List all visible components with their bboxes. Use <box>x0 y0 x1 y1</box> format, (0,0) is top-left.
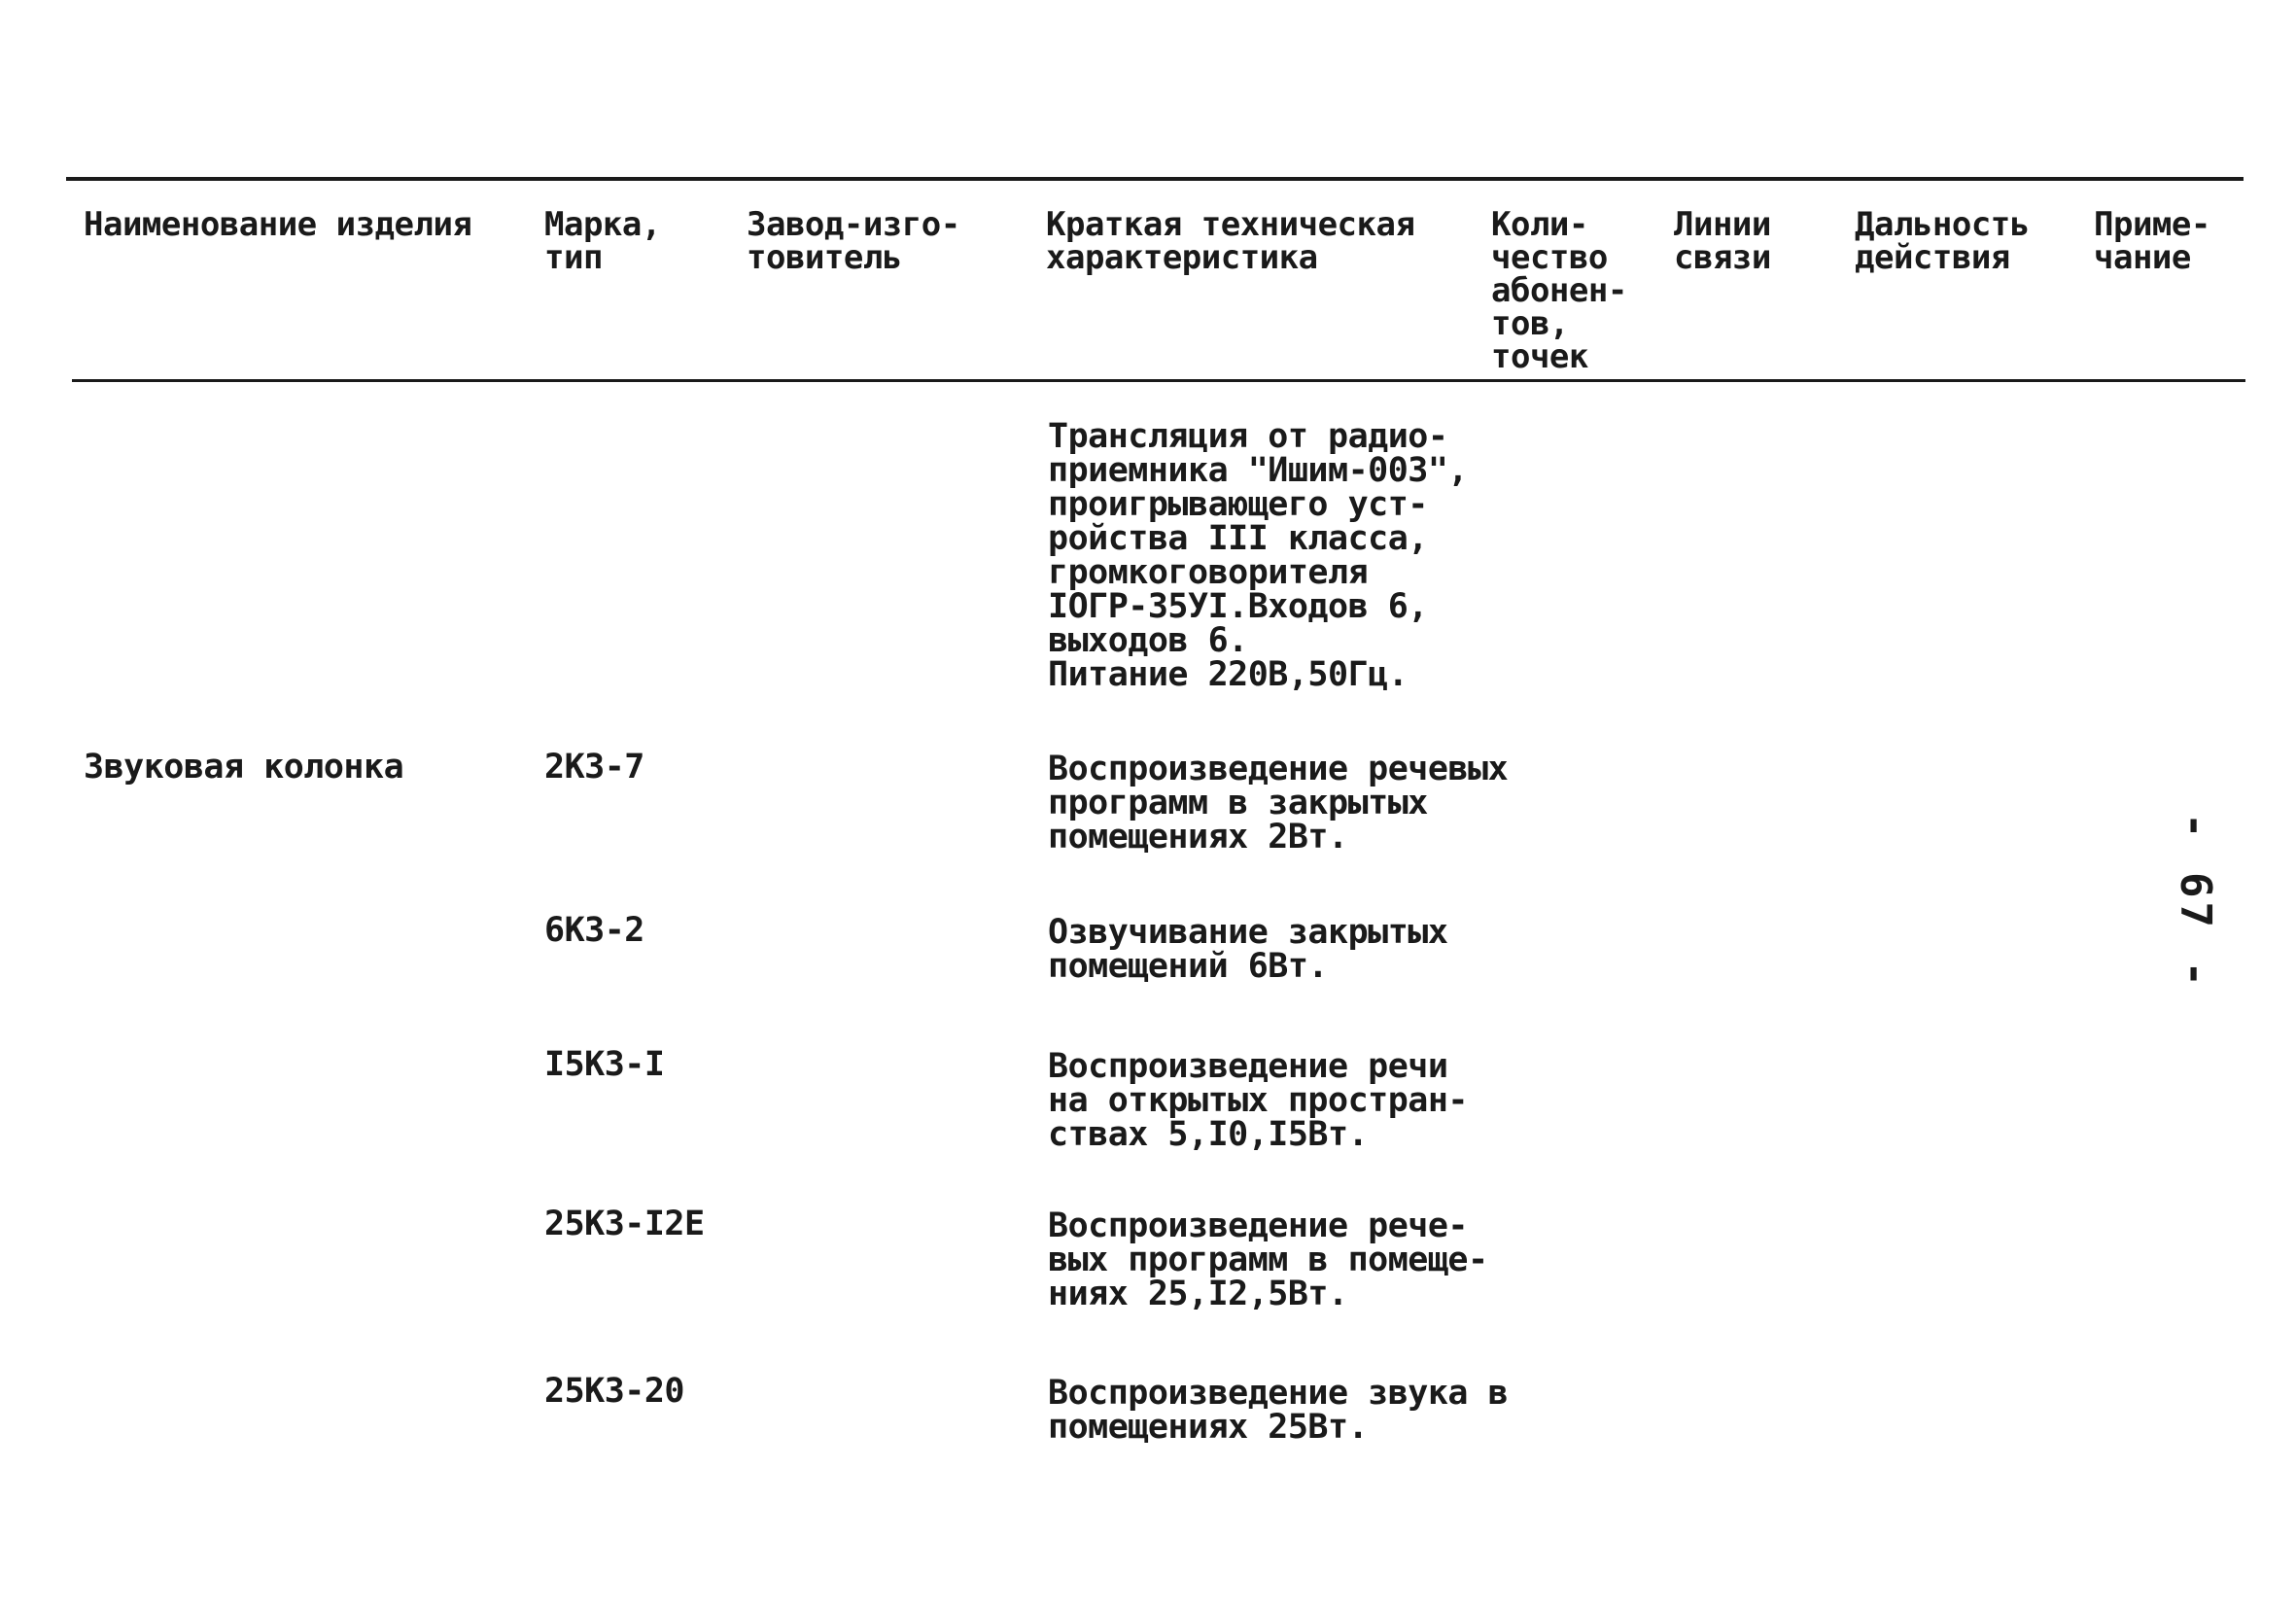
table-row-4-mark: 25КЗ-I2Е <box>544 1205 705 1243</box>
table-row-3-mark: I5КЗ-I <box>544 1045 665 1084</box>
table-row-1-tech: Воспроизведение речевых программ в закрытых помещениях 2Вт. <box>1048 750 1509 856</box>
header-note: Приме- чание <box>2094 205 2210 277</box>
table-row-5-tech: Воспроизведение звука в помещениях 25Вт. <box>1048 1374 1509 1447</box>
header-maker: Завод-изго- товитель <box>747 205 960 277</box>
header-count: Коли- чество абонен- тов, точек <box>1491 205 1627 376</box>
header-bottom-rule <box>72 379 2245 382</box>
header-name: Наименование изделия <box>84 205 472 244</box>
header-mark: Марка, тип <box>544 205 661 277</box>
table-row-1-name: Звуковая колонка <box>84 748 404 787</box>
header-lines: Линии связи <box>1674 205 1771 277</box>
table-top-rule <box>66 177 2244 181</box>
table-row-2-mark: 6КЗ-2 <box>544 911 644 950</box>
page-number: - 67 - <box>2171 813 2220 991</box>
table-row-1-mark: 2КЗ-7 <box>544 748 644 787</box>
table-row-5-mark: 25КЗ-20 <box>544 1372 685 1411</box>
table-row-3-tech: Воспроизведение речи на открытых простран- ствах 5,I0,I5Вт. <box>1048 1047 1469 1154</box>
header-tech: Краткая техническая характеристика <box>1046 205 1415 277</box>
table-row-0-tech: Трансляция от радио- приемника "Ишим-003", проигрывающего уст- ройства III класса, громкоговорителя IОГР-35УI.Входов 6, выходов 6. Питание 220В,50Гц. <box>1048 417 1469 694</box>
table-row-2-tech: Озвучивание закрытых помещений 6Вт. <box>1048 913 1448 986</box>
header-range: Дальность действия <box>1855 205 2030 277</box>
table-row-4-tech: Воспроизведение рече- вых программ в помеще- ниях 25,I2,5Вт. <box>1048 1206 1488 1313</box>
